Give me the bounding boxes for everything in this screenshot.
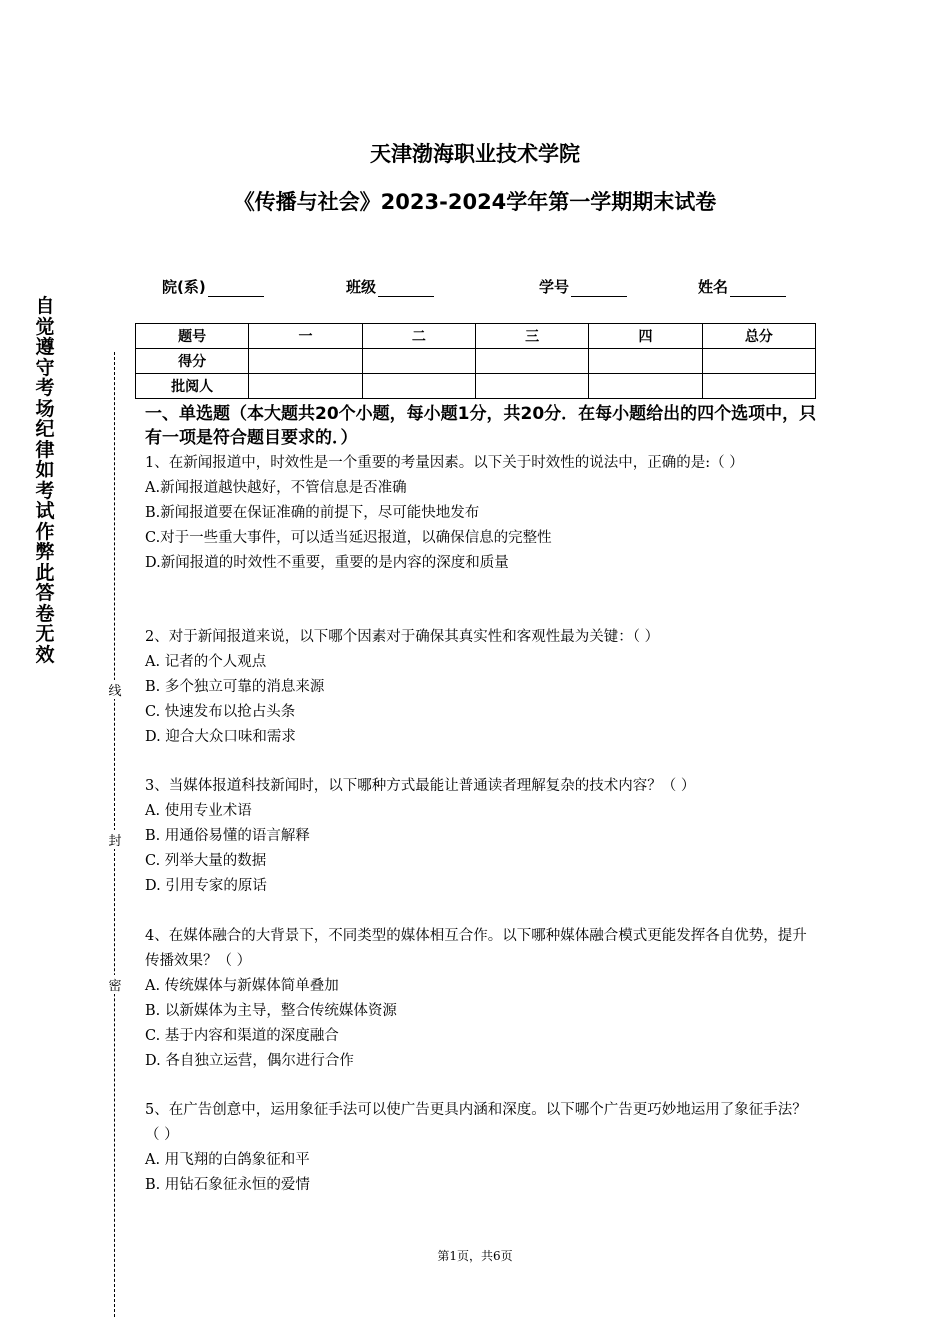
grader-cell	[362, 374, 475, 399]
option-a: A. 用飞翔的白鸽象征和平	[145, 1152, 310, 1168]
department-field	[162, 276, 264, 297]
section-heading: 一、单选题（本大题共20个小题，每小题1分，共20分．在每小题给出的四个选项中，只有一项是符合题目要求的．）	[145, 404, 817, 448]
question-stem: 1、在新闻报道中，时效性是一个重要的考量因素。以下关于时效性的说法中，正确的是:（ ）	[145, 455, 744, 471]
option-a: A. 传统媒体与新媒体简单叠加	[145, 978, 339, 994]
page-number: 第1页，共6页	[437, 1249, 513, 1263]
seal-mark-seal: 封	[106, 830, 124, 849]
class-field	[346, 276, 434, 297]
row-label: 批阅人	[136, 374, 249, 399]
school-title: 天津渤海职业技术学院	[370, 142, 580, 166]
score-table	[135, 323, 816, 399]
class-label: 班级	[346, 278, 377, 296]
name-blank	[730, 280, 786, 297]
score-cell	[249, 349, 362, 374]
question-stem: 5、在广告创意中，运用象征手法可以使广告更具内涵和深度。以下哪个广告更巧妙地运用了象征手法？（ ）	[145, 1102, 807, 1143]
grader-cell	[249, 374, 362, 399]
question-5	[145, 1098, 817, 1198]
score-cell	[475, 349, 588, 374]
header-cell: 一	[249, 324, 362, 349]
grader-row	[136, 374, 816, 399]
score-row	[136, 349, 816, 374]
department-blank	[208, 280, 264, 297]
question-2	[145, 625, 817, 750]
option-b: B. 用钻石象征永恒的爱情	[145, 1177, 310, 1193]
header-cell: 三	[475, 324, 588, 349]
grader-cell	[702, 374, 815, 399]
option-d: D. 引用专家的原话	[145, 878, 267, 894]
header-cell: 二	[362, 324, 475, 349]
question-4	[145, 924, 817, 1074]
header-cell: 四	[589, 324, 702, 349]
option-b: B. 用通俗易懂的语言解释	[145, 828, 310, 844]
question-stem: 4、在媒体融合的大背景下，不同类型的媒体相互合作。以下哪种媒体融合模式更能发挥各自优势，提升传播效果？（ ）	[145, 928, 807, 969]
student-id-field	[539, 276, 627, 297]
option-a: A. 使用专业术语	[145, 803, 252, 819]
option-c: C. 基于内容和渠道的深度融合	[145, 1028, 339, 1044]
exam-title: 《传播与社会》2023-2024学年第一学期期末试卷	[233, 190, 717, 214]
score-cell	[589, 349, 702, 374]
question-3	[145, 774, 817, 899]
score-cell	[362, 349, 475, 374]
score-cell	[702, 349, 815, 374]
grader-cell	[589, 374, 702, 399]
header-cell: 题号	[136, 324, 249, 349]
row-label: 得分	[136, 349, 249, 374]
option-a: A. 记者的个人观点	[145, 654, 267, 670]
option-d: D. 迎合大众口味和需求	[145, 729, 296, 745]
department-label: 院(系)	[162, 278, 206, 296]
question-1	[145, 451, 817, 576]
option-b: B.新闻报道要在保证准确的前提下，尽可能快地发布	[145, 505, 480, 521]
class-blank	[378, 280, 434, 297]
header-cell: 总分	[702, 324, 815, 349]
student-id-label: 学号	[539, 278, 570, 296]
option-a: A.新闻报道越快越好，不管信息是否准确	[145, 480, 407, 496]
seal-mark-secret: 密	[106, 975, 124, 994]
option-d: D. 各自独立运营，偶尔进行合作	[145, 1053, 354, 1069]
score-table-header-row	[136, 324, 816, 349]
option-c: C. 快速发布以抢占头条	[145, 704, 296, 720]
option-b: B. 多个独立可靠的消息来源	[145, 679, 325, 695]
option-c: C.对于一些重大事件，可以适当延迟报道，以确保信息的完整性	[145, 530, 552, 546]
name-field	[698, 276, 786, 297]
option-d: D.新闻报道的时效性不重要，重要的是内容的深度和质量	[145, 555, 509, 571]
seal-mark-line: 线	[106, 680, 124, 699]
name-label: 姓名	[698, 278, 729, 296]
exam-discipline-notice: 自觉遵守考场纪律如考试作弊此答卷无效	[35, 295, 55, 666]
grader-cell	[475, 374, 588, 399]
question-stem: 2、对于新闻报道来说，以下哪个因素对于确保其真实性和客观性最为关键：（ ）	[145, 629, 660, 645]
student-id-blank	[571, 280, 627, 297]
option-c: C. 列举大量的数据	[145, 853, 267, 869]
question-stem: 3、当媒体报道科技新闻时，以下哪种方式最能让普通读者理解复杂的技术内容？（ ）	[145, 778, 696, 794]
option-b: B. 以新媒体为主导，整合传统媒体资源	[145, 1003, 397, 1019]
